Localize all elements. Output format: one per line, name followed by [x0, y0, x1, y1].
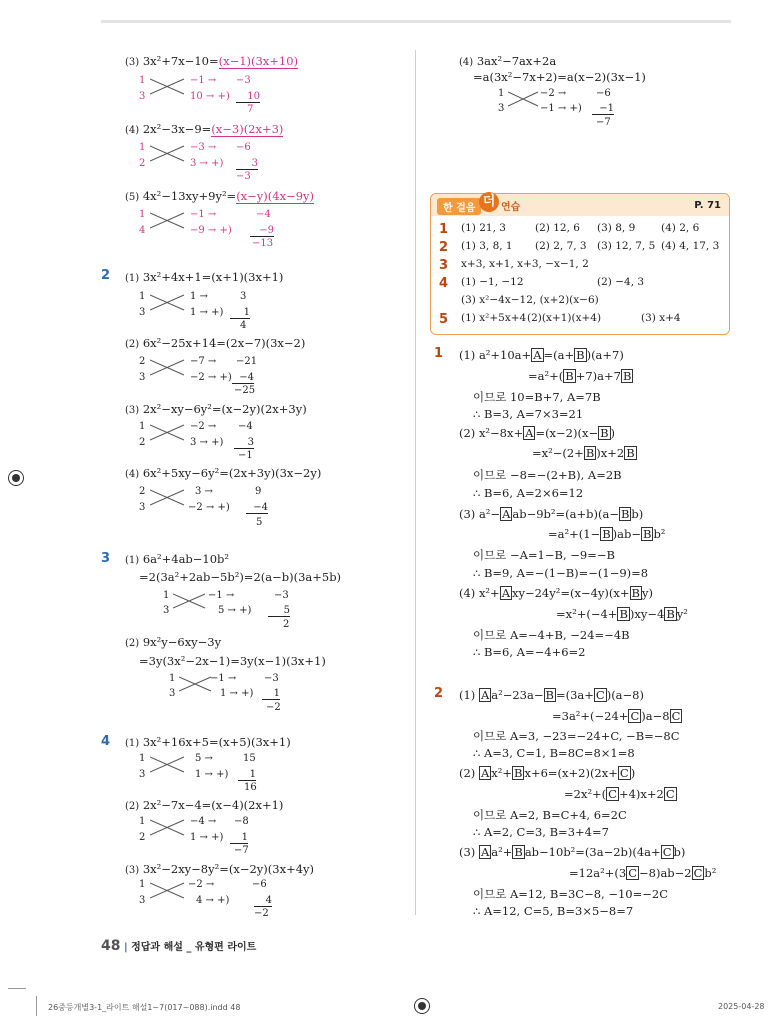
slug-filename: 26중등개별3-1_라이트 해설1~7(017~088).indd 48 [48, 1003, 241, 1012]
panel-row-number: 4 [439, 276, 449, 291]
cross-val: 1 [230, 832, 248, 844]
cross-row: 3 → [195, 486, 213, 497]
panel-answer: (3) 8, 9 [597, 222, 636, 234]
s1-line: 이므로 10=B+7, A=7B [473, 390, 601, 404]
cross-val: −6 [236, 142, 251, 153]
cross-row: 1 → [190, 291, 208, 302]
cross-lines [150, 489, 186, 507]
problem-4-1: (1) 3x²+16x+5=(x+5)(3x+1) [125, 735, 291, 749]
panel-answer: (1) −1, −12 [461, 276, 524, 288]
cross-row: −2 → [188, 879, 215, 890]
s1-line: (2) x²−8x+ A =(x−2)(x− B ) [459, 426, 616, 440]
cross-row: 3 → +) [190, 158, 224, 169]
cross-row: −1 → [210, 673, 237, 684]
cross-val: 15 [243, 753, 256, 764]
cross-row: 10 → +) [190, 91, 230, 102]
cross-sum: 2 [283, 619, 290, 630]
problem-4-2: (2) 2x²−7x−4=(x−4)(2x+1) [125, 798, 284, 812]
cross-sum: −2 [266, 702, 281, 713]
cross-row: −1 → [190, 75, 217, 86]
cross-sum: −7 [596, 117, 611, 128]
panel-answer: (1) 3, 8, 1 [461, 240, 513, 252]
cross-row: 1 → +) [190, 832, 224, 843]
cross-coef: 3 [498, 103, 505, 114]
problem-1-5: (5) 4x²−13xy+9y²=(x−y)(4x−9y) [125, 189, 315, 203]
cross-lines [150, 359, 186, 377]
panel-tag: 한 걸음 [437, 198, 481, 215]
cross-lines [150, 212, 186, 230]
cross-row: 1 → +) [195, 769, 229, 780]
s2-line: =3a²+(−24+ C )a−8 C [552, 709, 681, 723]
problem-2-2: (2) 6x²−25x+14=(2x−7)(3x−2) [125, 336, 306, 350]
panel-row [439, 312, 455, 327]
slug-date: 2025-04-28 [718, 1002, 765, 1011]
cross-val: −6 [252, 879, 267, 890]
cross-coef: 2 [139, 356, 146, 367]
panel-row [439, 294, 455, 306]
cross-val: −1 [592, 103, 614, 115]
page-footer: 48 | 정답과 해설 _ 유형편 라이트 [101, 938, 257, 954]
cross-coef: 1 [139, 209, 146, 220]
cross-coef: 2 [139, 158, 146, 169]
cross-coef: 3 [169, 688, 176, 699]
cross-sum: 7 [247, 104, 254, 115]
crop-mark [8, 988, 26, 989]
s2-line: (3) A a²+ B ab−10b²=(3a−2b)(4a+ C b) [459, 845, 686, 859]
page-number: 48 [101, 938, 121, 954]
s1-line: 이므로 −A=1−B, −9=−B [473, 548, 615, 562]
panel-row-number: 1 [439, 222, 449, 237]
cross-val: −21 [236, 356, 258, 367]
cross-sum: 4 [240, 320, 247, 331]
cross-coef: 3 [163, 605, 170, 616]
footer-title: 정답과 해설 _ 유형편 라이트 [131, 942, 257, 953]
cross-coef: 1 [139, 879, 146, 890]
s2-line: ∴ A=12, C=5, B=3×5−8=7 [473, 904, 634, 918]
s1-line: (1) a²+10a+ A =(a+ B )(a+7) [459, 348, 624, 362]
panel-row-number: 5 [439, 312, 449, 327]
panel-answer: x+3, x+1, x+3, −x−1, 2 [461, 258, 589, 270]
panel-answer: (3) x²−4x−12, (x+2)(x−6) [461, 294, 599, 306]
cross-val: 9 [255, 486, 262, 497]
panel-page-ref: P. 71 [694, 200, 721, 211]
top-rule [101, 20, 731, 23]
cross-val: −9 [250, 225, 274, 237]
registration-mark-icon [414, 998, 430, 1014]
cross-lines [150, 424, 186, 442]
s1-line: =x²−(2+ B )x+2 B [532, 446, 635, 460]
cross-row: −4 → [190, 816, 217, 827]
s2-line: 이므로 A=12, B=3C−8, −10=−2C [473, 887, 668, 901]
cross-lines [150, 294, 186, 312]
cross-coef: 3 [139, 502, 146, 513]
cross-val: −6 [596, 88, 611, 99]
cross-sum: 5 [256, 517, 263, 528]
cross-coef: 3 [139, 91, 146, 102]
cross-val: 3 [234, 437, 254, 449]
panel-row [439, 276, 455, 291]
cross-sum: −1 [238, 450, 253, 461]
s2-line: ∴ A=2, C=3, B=3+4=7 [473, 825, 609, 839]
panel-row [439, 240, 455, 255]
s2-line: 이므로 A=3, −23=−24+C, −B=−8C [473, 729, 680, 743]
panel-answer: (2)(x+1)(x+4) [527, 312, 602, 324]
cross-val: −8 [234, 816, 249, 827]
cross-val: −3 [236, 75, 251, 86]
cross-coef: 2 [139, 832, 146, 843]
cross-coef: 1 [139, 816, 146, 827]
cross-coef: 1 [139, 75, 146, 86]
cross-lines [173, 593, 207, 610]
cross-row: −3 → [190, 142, 217, 153]
cross-row: 5 → [195, 753, 213, 764]
cross-coef: 1 [139, 753, 146, 764]
cross-row: −1 → +) [540, 103, 582, 114]
problem-number-4: 4 [101, 734, 111, 749]
cross-row: −7 → [190, 356, 217, 367]
s1-line: =x²+(−4+ B )xy−4 B y² [556, 607, 688, 621]
cross-row: 1 → +) [220, 688, 254, 699]
cross-coef: 1 [139, 142, 146, 153]
s2-line: =2x²+( C +4)x+2 C [564, 787, 675, 801]
cross-val: −3 [264, 673, 279, 684]
problem-3-1-step: =2(3a²+2ab−5b²)=2(a−b)(3a+5b) [139, 570, 342, 584]
s1-line: 이므로 A=−4+B, −24=−4B [473, 628, 630, 642]
cross-lines [150, 145, 186, 163]
s1-line: =a²+( B +7)a+7 B [528, 369, 632, 383]
problem-1-4b-step: =a(3x²−7x+2)=a(x−2)(3x−1) [473, 70, 646, 84]
problem-1-3: (3) 3x²+7x−10=(x−1)(3x+10) [125, 54, 299, 68]
practice-answer-panel [430, 193, 730, 335]
panel-answer: (1) 21, 3 [461, 222, 506, 234]
cross-coef: 1 [498, 88, 505, 99]
cross-coef: 3 [139, 372, 146, 383]
s2-line: =12a²+(3 C −8)ab−2 C b² [569, 866, 717, 880]
cross-coef: 1 [169, 673, 176, 684]
cross-row: −2 → [190, 421, 217, 432]
panel-row-number: 2 [439, 240, 449, 255]
panel-answer: (3) x+4 [641, 312, 681, 324]
cross-row: −9 → +) [190, 225, 232, 236]
cross-val: 1 [262, 688, 280, 700]
cross-val: 3 [240, 291, 247, 302]
problem-number-1: 1 [434, 346, 444, 361]
cross-val: −4 [232, 372, 254, 384]
s1-line: ∴ B=6, A=2×6=12 [473, 486, 584, 500]
panel-answer: (1) x²+5x+4 [461, 312, 527, 324]
cross-row: 5 → +) [218, 605, 252, 616]
problem-2-4: (4) 6x²+5xy−6y²=(2x+3y)(3x−2y) [125, 466, 322, 480]
cross-coef: 2 [139, 437, 146, 448]
problem-1-4b: (4) 3ax²−7ax+2a [459, 54, 557, 68]
panel-answer: (4) 2, 6 [661, 222, 700, 234]
cross-lines [150, 78, 186, 96]
cross-coef: 3 [139, 769, 146, 780]
cross-val: −4 [238, 421, 253, 432]
panel-row [439, 222, 455, 237]
cross-val: 3 [236, 158, 258, 170]
cross-lines [150, 882, 186, 900]
panel-answer: (2) 12, 6 [535, 222, 580, 234]
crop-mark [36, 996, 37, 1016]
panel-circle-badge: 더 [479, 192, 499, 212]
problem-number-2: 2 [101, 268, 111, 283]
cross-sum: −25 [234, 385, 256, 396]
cross-coef: 1 [139, 421, 146, 432]
cross-row: 1 → +) [190, 307, 224, 318]
cross-lines [150, 756, 186, 774]
cross-coef: 3 [139, 895, 146, 906]
panel-row-number: 3 [439, 258, 449, 273]
s1-line: (4) x²+ A xy−24y²=(x−4y)(x+ B y) [459, 586, 653, 600]
panel-tag-label: 연습 [501, 202, 521, 213]
problem-3-2: (2) 9x²y−6xy−3y [125, 635, 222, 649]
problem-number-2b: 2 [434, 686, 444, 701]
s1-line: ∴ B=9, A=−(1−B)=−(1−9)=8 [473, 566, 649, 580]
cross-coef: 3 [139, 307, 146, 318]
s1-line: =a²+(1− B )ab− B b² [548, 527, 666, 541]
panel-row [439, 258, 455, 273]
s1-line: (3) a²− A ab−9b²=(a+b)(a− B b) [459, 507, 644, 521]
panel-answer: (2) −4, 3 [597, 276, 645, 288]
cross-lines [179, 676, 213, 693]
cross-val: 10 [236, 91, 260, 103]
cross-val: −3 [274, 590, 289, 601]
cross-coef: 1 [163, 590, 170, 601]
cross-lines [508, 91, 540, 108]
cross-val: 5 [268, 605, 290, 617]
registration-mark-icon [8, 470, 24, 486]
column-divider [415, 50, 416, 915]
s1-line: ∴ B=3, A=7×3=21 [473, 407, 584, 421]
s1-line: 이므로 −8=−(2+B), A=2B [473, 468, 622, 482]
cross-sum: −2 [254, 908, 269, 919]
problem-3-1: (1) 6a²+4ab−10b² [125, 552, 230, 566]
s2-line: 이므로 A=2, B=C+4, 6=2C [473, 808, 627, 822]
cross-val: −4 [246, 502, 268, 514]
cross-coef: 4 [139, 225, 146, 236]
cross-sum: 16 [244, 782, 257, 793]
cross-coef: 2 [139, 486, 146, 497]
cross-row: 3 → +) [190, 437, 224, 448]
cross-sum: −13 [252, 238, 274, 249]
s2-line: (2) A x²+ B x+6=(x+2)(2x+ C ) [459, 766, 636, 780]
s2-line: ∴ A=3, C=1, B=8C=8×1=8 [473, 746, 635, 760]
cross-row: −1 → [190, 209, 217, 220]
problem-number-3: 3 [101, 551, 111, 566]
problem-2-3: (3) 2x²−xy−6y²=(x−2y)(2x+3y) [125, 402, 307, 416]
problem-4-3: (3) 3x²−2xy−8y²=(x−2y)(3x+4y) [125, 862, 315, 876]
problem-1-4: (4) 2x²−3x−9=(x−3)(2x+3) [125, 122, 284, 136]
cross-lines [150, 819, 186, 837]
cross-row: −2 → +) [190, 372, 232, 383]
cross-row: −2 → +) [188, 502, 230, 513]
cross-val: 1 [230, 307, 250, 319]
cross-row: −2 → [540, 88, 567, 99]
cross-row: −1 → [208, 590, 235, 601]
problem-3-2-step: =3y(3x²−2x−1)=3y(x−1)(3x+1) [139, 654, 326, 668]
cross-row: 4 → +) [196, 895, 230, 906]
cross-val: 4 [254, 895, 272, 907]
s2-line: (1) A a²−23a− B =(3a+ C )(a−8) [459, 688, 644, 702]
problem-2-1: (1) 3x²+4x+1=(x+1)(3x+1) [125, 270, 284, 284]
panel-answer: (3) 12, 7, 5 [597, 240, 656, 252]
panel-answer: (4) 4, 17, 3 [661, 240, 720, 252]
cross-val: 1 [238, 769, 256, 781]
cross-sum: −7 [234, 845, 249, 856]
cross-coef: 1 [139, 291, 146, 302]
s1-line: ∴ B=6, A=−4+6=2 [473, 645, 586, 659]
cross-sum: −3 [236, 171, 251, 182]
cross-val: −4 [256, 209, 271, 220]
panel-answer: (2) 2, 7, 3 [535, 240, 587, 252]
